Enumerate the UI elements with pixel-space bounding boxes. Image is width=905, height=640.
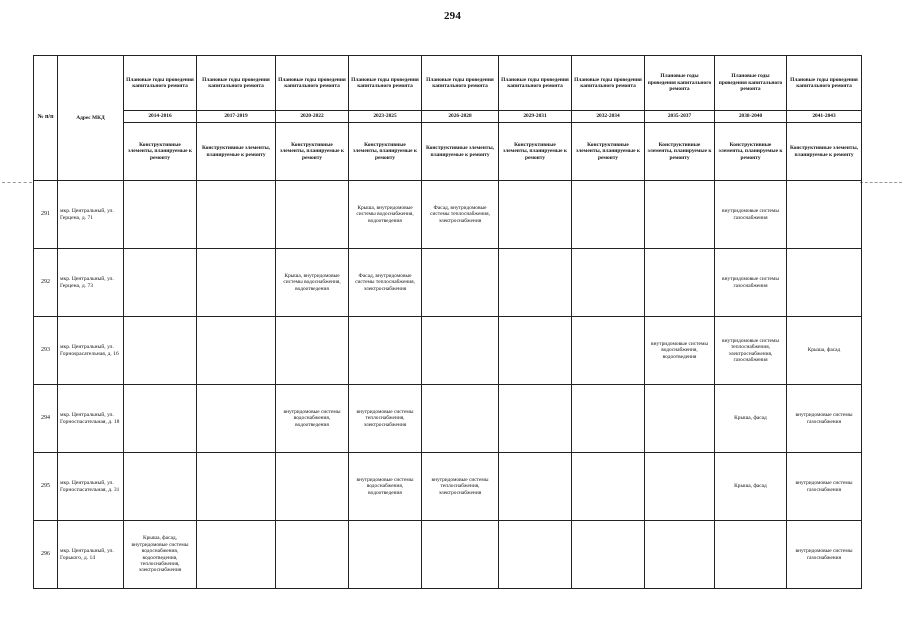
header-period: 2017-2019 [197, 111, 276, 123]
header-planned-label: Плановые годы проведения капитального ремонта [349, 56, 422, 111]
header-elements-label: Конструктивные элементы, планируемые к ремонту [124, 123, 197, 181]
header-elements-label: Конструктивные элементы, планируемые к ремонту [787, 123, 862, 181]
repair-cell [124, 453, 197, 521]
repair-cell [572, 181, 645, 249]
repair-cell: Крыша, фасад [787, 317, 862, 385]
page-number: 294 [443, 10, 462, 22]
repair-cell [499, 249, 572, 317]
repair-cell: Фасад, внутридомовые системы теплоснабжения, электроснабжения [422, 181, 499, 249]
row-number: 295 [34, 453, 58, 521]
repair-cell: внутридомовые системы теплоснабжения, электроснабжения, газоснабжения [715, 317, 787, 385]
row-number: 296 [34, 521, 58, 589]
repair-cell [499, 181, 572, 249]
repair-cell: внутридомовые системы теплоснабжения, электроснабжения [422, 453, 499, 521]
repair-cell: Фасад, внутридомовые системы теплоснабжения, электроснабжения [349, 249, 422, 317]
repair-cell [197, 181, 276, 249]
repair-cell [349, 317, 422, 385]
header-elements-label: Конструктивные элементы, планируемые к ремонту [645, 123, 715, 181]
row-number: 293 [34, 317, 58, 385]
header-address: Адрес МКД [58, 56, 124, 181]
repair-cell: внутридомовые системы газоснабжения [787, 385, 862, 453]
repair-cell [276, 453, 349, 521]
repair-cell [499, 453, 572, 521]
header-period: 2026-2028 [422, 111, 499, 123]
header-elements-label: Конструктивные элементы, планируемые к ремонту [197, 123, 276, 181]
repair-cell [197, 249, 276, 317]
repair-cell: внутридомовые системы газоснабжения [715, 249, 787, 317]
scan-artifact-line-right [860, 182, 902, 183]
repair-cell [349, 521, 422, 589]
header-planned-label: Плановые годы проведения капитального ремонта [787, 56, 862, 111]
table-row [34, 181, 862, 249]
row-address: мкр. Центральный, ул. Герцена, д. 73 [58, 249, 124, 317]
repair-cell [124, 181, 197, 249]
row-address: мкр. Центральный, ул. Горького, д. 14 [58, 521, 124, 589]
header-period: 2023-2025 [349, 111, 422, 123]
repair-cell [645, 521, 715, 589]
capital-repair-table [33, 55, 862, 589]
repair-cell [422, 249, 499, 317]
repair-cell [124, 385, 197, 453]
header-elements-label: Конструктивные элементы, планируемые к ремонту [422, 123, 499, 181]
row-address: мкр. Центральный, ул. Герцена, д. 71 [58, 181, 124, 249]
header-elements-label: Конструктивные элементы, планируемые к ремонту [499, 123, 572, 181]
table-row [34, 385, 862, 453]
header-period: 2032-2034 [572, 111, 645, 123]
repair-cell [499, 385, 572, 453]
row-address: мкр. Центральный, ул. Горнospасательная, д. 16 [58, 317, 124, 385]
repair-cell [197, 385, 276, 453]
table-row [34, 453, 862, 521]
repair-cell [124, 249, 197, 317]
table-row [34, 317, 862, 385]
repair-cell: Крыша, фасад [715, 453, 787, 521]
repair-cell: Крыша, фасад [715, 385, 787, 453]
repair-cell [572, 453, 645, 521]
header-elements-label: Конструктивные элементы, планируемые к ремонту [715, 123, 787, 181]
repair-cell [572, 249, 645, 317]
header-planned-label: Плановые годы проведения капитального ремонта [276, 56, 349, 111]
repair-cell [645, 453, 715, 521]
repair-cell [645, 249, 715, 317]
row-number: 291 [34, 181, 58, 249]
header-planned-label: Плановые годы проведения капитального ремонта [572, 56, 645, 111]
header-planned-label: Плановые годы проведения капитального ремонта [124, 56, 197, 111]
repair-cell [645, 385, 715, 453]
repair-cell: Крыша, внутридомовые системы водоснабжения, водоотведения [276, 249, 349, 317]
repair-cell [572, 317, 645, 385]
repair-cell: внутридомовые системы водоснабжения, водоотведения [645, 317, 715, 385]
scan-artifact-line-left [2, 182, 32, 183]
repair-cell [499, 521, 572, 589]
repair-cell: внутридомовые системы теплоснабжения, электроснабжения [349, 385, 422, 453]
header-planned-label: Плановые годы проведения капитального ремонта [645, 56, 715, 111]
repair-cell: Крыша, внутридомовые системы водоснабжения, водоотведения [349, 181, 422, 249]
repair-cell [422, 385, 499, 453]
header-number: № п/п [34, 56, 58, 181]
header-period: 2029-2031 [499, 111, 572, 123]
row-address: мкр. Центральный, ул. Горноспасательная, д. 31 [58, 453, 124, 521]
repair-cell: внутридомовые системы газоснабжения [787, 521, 862, 589]
repair-cell [787, 181, 862, 249]
repair-cell: внутридомовые системы водоснабжения, водоотведения [276, 385, 349, 453]
header-elements-label: Конструктивные элементы, планируемые к ремонту [276, 123, 349, 181]
repair-cell [197, 317, 276, 385]
repair-cell [572, 521, 645, 589]
header-elements-label: Конструктивные элементы, планируемые к ремонту [572, 123, 645, 181]
repair-cell: Крыша, фасад, внутридомовые системы водоснабжения, водоотведения, теплоснабжения, электроснабжения [124, 521, 197, 589]
repair-cell [276, 317, 349, 385]
header-period: 2014-2016 [124, 111, 197, 123]
repair-cell [787, 249, 862, 317]
table-header [34, 56, 862, 181]
repair-cell [645, 181, 715, 249]
table-row [34, 521, 862, 589]
repair-cell [422, 317, 499, 385]
repair-cell [499, 317, 572, 385]
repair-cell [276, 521, 349, 589]
row-number: 294 [34, 385, 58, 453]
table-body [34, 181, 862, 589]
header-period: 2035-2037 [645, 111, 715, 123]
repair-cell [124, 317, 197, 385]
repair-cell: внутридомовые системы водоснабжения, водоотведения [349, 453, 422, 521]
header-planned-label: Плановые годы проведения капитального ремонта [715, 56, 787, 111]
repair-cell: внутридомовые системы газоснабжения [787, 453, 862, 521]
repair-cell [197, 521, 276, 589]
repair-cell [276, 181, 349, 249]
repair-cell [197, 453, 276, 521]
table-row [34, 249, 862, 317]
header-period: 2020-2022 [276, 111, 349, 123]
row-address: мкр. Центральный, ул. Горноспасательная, д. 18 [58, 385, 124, 453]
repair-cell: внутридомовые системы газоснабжения [715, 181, 787, 249]
header-period: 2041-2043 [787, 111, 862, 123]
header-elements-label: Конструктивные элементы, планируемые к ремонту [349, 123, 422, 181]
header-planned-label: Плановые годы проведения капитального ремонта [422, 56, 499, 111]
header-planned-label: Плановые годы проведения капитального ремонта [499, 56, 572, 111]
header-period: 2038-2040 [715, 111, 787, 123]
header-planned-label: Плановые годы проведения капитального ремонта [197, 56, 276, 111]
repair-cell [422, 521, 499, 589]
repair-cell [715, 521, 787, 589]
repair-cell [572, 385, 645, 453]
row-number: 292 [34, 249, 58, 317]
